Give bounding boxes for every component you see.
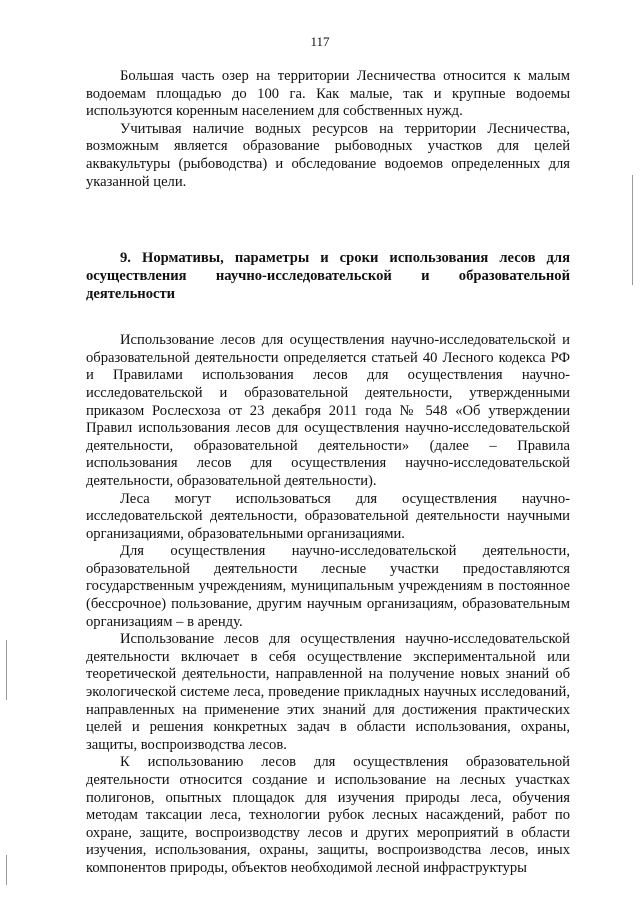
page-number: 117 bbox=[310, 34, 330, 49]
paragraph-educational-activity: К использованию лесов для осуществления образовательной деятельности относится создание и использование на лесных участках полигонов, опытных площадок для изучения природы леса, обучения методам таксации леса, технологии рубок лесных насаждений, работ по охране, защите, воспроизводству лесов и других мероприятий в области изучения, использования, охраны, защиты, воспроизводства лесов, иных компонентов природы, объектов необходимой лесной инфраструктуры bbox=[86, 754, 570, 876]
paragraph-legal-basis: Использование лесов для осуществления научно-исследовательской и образовательной деятельности определяется статьей 40 Лесного кодекса РФ и Правилами использования лесов для осуществления научно-исследовательской и образовательной деятельности, утвержденными приказом Рослесхоза от 23 декабря 2011 года № 548 «Об утверждении Правил использования лесов для осуществления научно-исследовательской деятельности, образовательной деятельности» (далее – Правила использования лесов для осуществления научно-исследовательской деятельности, образовательной деятельности). bbox=[86, 332, 570, 489]
scan-edge-mark-bottom-left bbox=[6, 855, 7, 885]
paragraph-forest-users: Леса могут использоваться для осуществления научно-исследовательской деятельности, образовательной деятельности научными организациями, образовательными организациями. bbox=[86, 490, 570, 542]
paragraph-research-activity: Использование лесов для осуществления научно-исследовательской деятельности включает в себя осуществление экспериментальной или теоретической деятельности, направленной на получение новых знаний об экологической системе леса, проведение прикладных научных исследований, направленных на применение этих знаний для достижения практических целей и решения конкретных задач в области использования, охраны, защиты, воспроизводства лесов. bbox=[86, 631, 570, 753]
section-heading: 9. Нормативы, параметры и сроки использования лесов для осуществления научно-исследовательской и образовательной деятельности bbox=[86, 250, 570, 303]
paragraph-fish-farming: Учитывая наличие водных ресурсов на территории Лесничества, возможным является образование рыбоводных участков для целей аквакультуры (рыбоводства) и обследование водоемов определенных для указанной цели. bbox=[86, 120, 570, 190]
document-body bbox=[86, 68, 570, 878]
scan-edge-mark-top-right bbox=[632, 175, 633, 285]
paragraph-lakes: Большая часть озер на территории Лесничества относится к малым водоемам площадью до 100 га. Как малые, так и крупные водоемы используются коренным населением для собственных нужд. bbox=[86, 68, 570, 120]
paragraph-land-provision: Для осуществления научно-исследовательской деятельности, образовательной деятельности лесные участки предоставляются государственным учреждениям, муниципальным учреждениям в постоянное (бессрочное) пользование, другим научным организациям, образовательным организациям – в аренду. bbox=[86, 543, 570, 630]
scan-edge-mark-left bbox=[6, 640, 7, 700]
